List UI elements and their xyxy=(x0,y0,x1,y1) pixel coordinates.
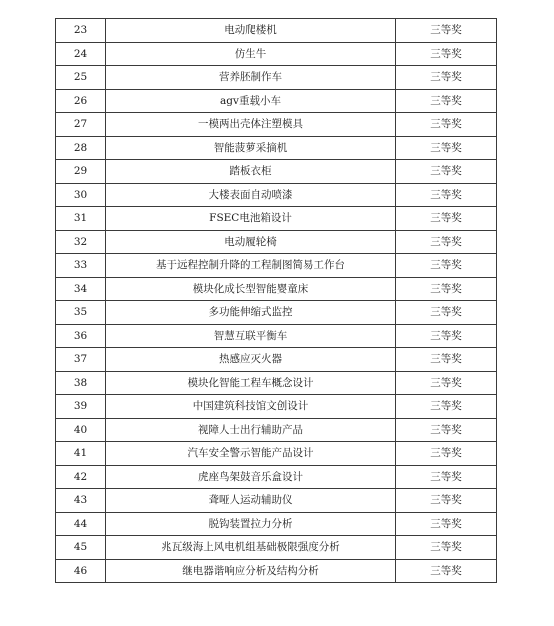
award-level-cell: 三等奖 xyxy=(396,207,497,231)
row-number-cell: 42 xyxy=(56,465,106,489)
row-number-cell: 44 xyxy=(56,512,106,536)
table-row xyxy=(56,512,497,536)
award-level-cell: 三等奖 xyxy=(396,230,497,254)
row-number-cell: 25 xyxy=(56,66,106,90)
project-name-cell: 视障人士出行辅助产品 xyxy=(106,418,396,442)
award-level-cell: 三等奖 xyxy=(396,42,497,66)
table-row xyxy=(56,371,497,395)
table-row xyxy=(56,277,497,301)
award-level-cell: 三等奖 xyxy=(396,113,497,137)
project-name-cell: 电动爬楼机 xyxy=(106,19,396,43)
row-number-cell: 30 xyxy=(56,183,106,207)
project-name-cell: 汽车安全警示智能产品设计 xyxy=(106,442,396,466)
project-name-cell: 基于远程控制升降的工程制图简易工作台 xyxy=(106,254,396,278)
project-name-cell: agv重载小车 xyxy=(106,89,396,113)
award-level-cell: 三等奖 xyxy=(396,536,497,560)
row-number-cell: 24 xyxy=(56,42,106,66)
award-level-cell: 三等奖 xyxy=(396,277,497,301)
table-row xyxy=(56,536,497,560)
row-number-cell: 31 xyxy=(56,207,106,231)
row-number-cell: 26 xyxy=(56,89,106,113)
row-number-cell: 37 xyxy=(56,348,106,372)
project-name-cell: 模块化成长型智能婴童床 xyxy=(106,277,396,301)
award-level-cell: 三等奖 xyxy=(396,348,497,372)
row-number-cell: 27 xyxy=(56,113,106,137)
award-table-body xyxy=(56,19,497,583)
award-table xyxy=(55,18,497,583)
row-number-cell: 28 xyxy=(56,136,106,160)
award-level-cell: 三等奖 xyxy=(396,442,497,466)
project-name-cell: 一模两出壳体注塑模具 xyxy=(106,113,396,137)
project-name-cell: 脱钩装置拉力分析 xyxy=(106,512,396,536)
row-number-cell: 36 xyxy=(56,324,106,348)
row-number-cell: 38 xyxy=(56,371,106,395)
table-row xyxy=(56,160,497,184)
table-row xyxy=(56,113,497,137)
project-name-cell: FSEC电池箱设计 xyxy=(106,207,396,231)
award-level-cell: 三等奖 xyxy=(396,301,497,325)
award-level-cell: 三等奖 xyxy=(396,512,497,536)
table-row xyxy=(56,254,497,278)
row-number-cell: 40 xyxy=(56,418,106,442)
row-number-cell: 33 xyxy=(56,254,106,278)
row-number-cell: 34 xyxy=(56,277,106,301)
row-number-cell: 43 xyxy=(56,489,106,513)
table-row xyxy=(56,418,497,442)
project-name-cell: 大楼表面自动喷漆 xyxy=(106,183,396,207)
project-name-cell: 营养胚制作车 xyxy=(106,66,396,90)
row-number-cell: 45 xyxy=(56,536,106,560)
award-level-cell: 三等奖 xyxy=(396,418,497,442)
project-name-cell: 热感应灭火器 xyxy=(106,348,396,372)
award-level-cell: 三等奖 xyxy=(396,324,497,348)
project-name-cell: 虎座鸟架鼓音乐盒设计 xyxy=(106,465,396,489)
table-row xyxy=(56,19,497,43)
table-row xyxy=(56,348,497,372)
award-level-cell: 三等奖 xyxy=(396,559,497,583)
table-row xyxy=(56,66,497,90)
award-level-cell: 三等奖 xyxy=(396,183,497,207)
row-number-cell: 39 xyxy=(56,395,106,419)
project-name-cell: 智能菠萝采摘机 xyxy=(106,136,396,160)
award-level-cell: 三等奖 xyxy=(396,19,497,43)
table-row xyxy=(56,89,497,113)
row-number-cell: 35 xyxy=(56,301,106,325)
project-name-cell: 聋哑人运动辅助仪 xyxy=(106,489,396,513)
award-level-cell: 三等奖 xyxy=(396,254,497,278)
row-number-cell: 23 xyxy=(56,19,106,43)
table-row xyxy=(56,301,497,325)
award-level-cell: 三等奖 xyxy=(396,66,497,90)
award-level-cell: 三等奖 xyxy=(396,489,497,513)
project-name-cell: 仿生牛 xyxy=(106,42,396,66)
award-level-cell: 三等奖 xyxy=(396,136,497,160)
project-name-cell: 兆瓦级海上风电机组基础极限强度分析 xyxy=(106,536,396,560)
table-row xyxy=(56,489,497,513)
table-row xyxy=(56,136,497,160)
award-level-cell: 三等奖 xyxy=(396,89,497,113)
award-level-cell: 三等奖 xyxy=(396,160,497,184)
project-name-cell: 踏板衣柜 xyxy=(106,160,396,184)
project-name-cell: 中国建筑科技馆文创设计 xyxy=(106,395,396,419)
project-name-cell: 多功能伸缩式监控 xyxy=(106,301,396,325)
table-row xyxy=(56,230,497,254)
project-name-cell: 智慧互联平衡车 xyxy=(106,324,396,348)
award-level-cell: 三等奖 xyxy=(396,371,497,395)
table-row xyxy=(56,42,497,66)
project-name-cell: 继电器谐响应分析及结构分析 xyxy=(106,559,396,583)
row-number-cell: 41 xyxy=(56,442,106,466)
table-row xyxy=(56,442,497,466)
table-row xyxy=(56,395,497,419)
table-row xyxy=(56,207,497,231)
table-row xyxy=(56,559,497,583)
row-number-cell: 32 xyxy=(56,230,106,254)
row-number-cell: 29 xyxy=(56,160,106,184)
table-row xyxy=(56,465,497,489)
table-row xyxy=(56,324,497,348)
award-level-cell: 三等奖 xyxy=(396,465,497,489)
table-row xyxy=(56,183,497,207)
award-level-cell: 三等奖 xyxy=(396,395,497,419)
project-name-cell: 模块化智能工程车概念设计 xyxy=(106,371,396,395)
project-name-cell: 电动履轮椅 xyxy=(106,230,396,254)
row-number-cell: 46 xyxy=(56,559,106,583)
